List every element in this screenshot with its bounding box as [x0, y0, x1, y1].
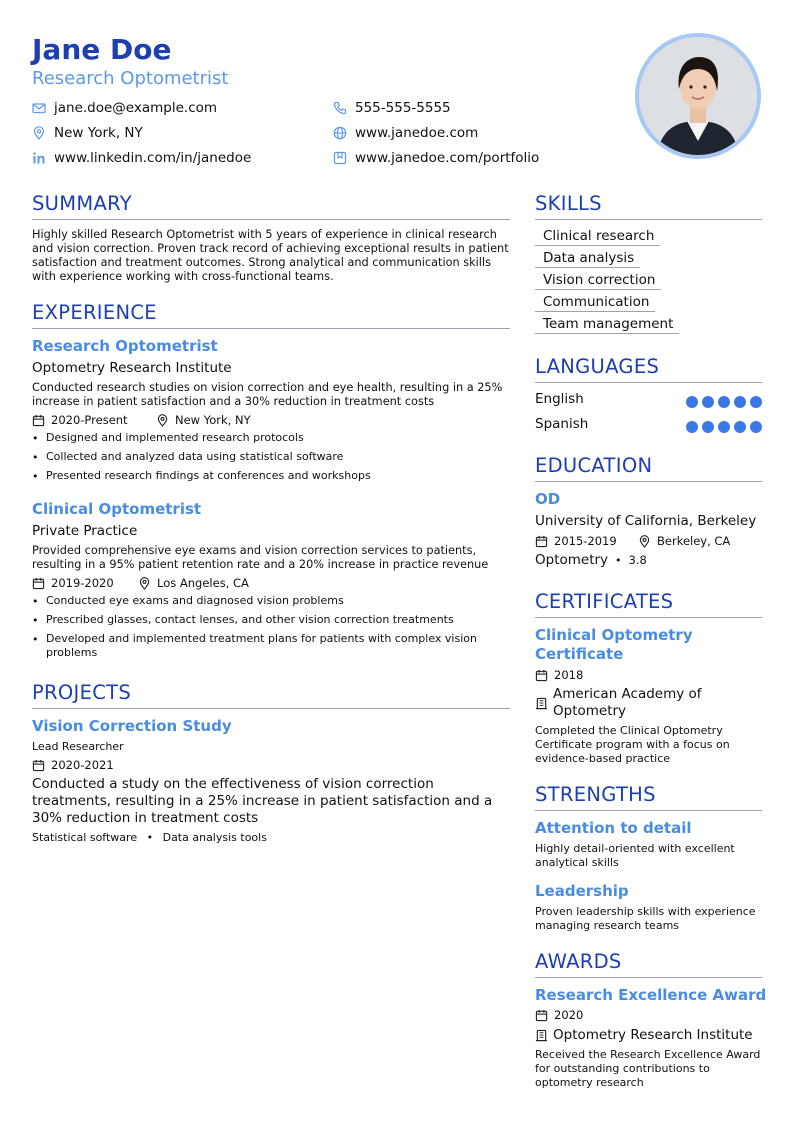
- job-dates-text: 2020-Present: [51, 413, 128, 427]
- education-rule: [535, 481, 762, 482]
- education-heading: EDUCATION: [535, 454, 653, 477]
- education-field-gpa: [535, 552, 647, 568]
- proficiency-dot: [702, 396, 714, 408]
- language-level: [686, 421, 762, 433]
- proficiency-dot: [718, 421, 730, 433]
- skills-heading: SKILLS: [535, 192, 602, 215]
- skill-tag: Team management: [535, 316, 679, 334]
- project-dates: [32, 758, 114, 772]
- proficiency-dot: [702, 421, 714, 433]
- skill-tag: Data analysis: [535, 250, 640, 268]
- job-description: Provided comprehensive eye exams and vision correction services to patients, resulting in a 95% patient retention rate and a 20% increase in practice revenue: [32, 544, 489, 571]
- award-year: [535, 1008, 583, 1022]
- linkedin-icon: [32, 151, 46, 165]
- job-title: Clinical Optometrist: [32, 500, 202, 518]
- job-company: Optometry Research Institute: [32, 360, 232, 376]
- education-location-text: Berkeley, CA: [657, 534, 731, 548]
- certificate-year-text: 2018: [554, 668, 584, 682]
- languages-heading: LANGUAGES: [535, 355, 660, 378]
- candidate-title: Research Optometrist: [32, 68, 229, 89]
- language-level: [686, 396, 762, 408]
- skill-tag: Vision correction: [535, 272, 661, 290]
- project-tools: [32, 831, 267, 845]
- job-bullet: • Developed and implemented treatment plans for patients with complex vision problems: [46, 632, 510, 660]
- award-issuer-text: Optometry Research Institute: [553, 1027, 753, 1043]
- job-location-text: Los Angeles, CA: [157, 576, 249, 590]
- location-icon: [156, 414, 169, 427]
- projects-heading: PROJECTS: [32, 681, 132, 704]
- job-bullet: • Conducted eye exams and diagnosed vision problems: [46, 594, 344, 608]
- job-bullet: • Collected and analyzed data using statistical software: [46, 450, 343, 464]
- location-icon: [138, 577, 151, 590]
- contact-linkedin[interactable]: [32, 150, 251, 166]
- location-text: New York, NY: [54, 125, 143, 141]
- portfolio-icon: [333, 151, 347, 165]
- job-dates: [32, 413, 128, 427]
- project-tool: Statistical software: [32, 831, 138, 844]
- proficiency-dot: [718, 396, 730, 408]
- proficiency-dot: [686, 396, 698, 408]
- candidate-name: Jane Doe: [32, 33, 172, 66]
- building-icon: [535, 697, 548, 710]
- education-school: University of California, Berkeley: [535, 513, 757, 529]
- proficiency-dot: [734, 396, 746, 408]
- award-issuer: [535, 1027, 753, 1043]
- awards-rule: [535, 977, 762, 978]
- job-company: Private Practice: [32, 523, 138, 539]
- certificate-issuer: [535, 686, 723, 720]
- calendar-icon: [32, 414, 45, 427]
- education-gpa: 3.8: [628, 553, 647, 567]
- certificate-description: Completed the Clinical Optometry Certificate program with a focus on evidence-based practice: [535, 724, 730, 765]
- contact-portfolio[interactable]: [333, 150, 539, 166]
- proficiency-dot: [750, 396, 762, 408]
- job-dates-text: 2019-2020: [51, 576, 114, 590]
- linkedin-text[interactable]: www.linkedin.com/in/janedoe: [54, 150, 252, 166]
- project-title: Vision Correction Study: [32, 717, 232, 735]
- job-dates: [32, 576, 114, 590]
- skills-rule: [535, 219, 762, 220]
- summary-heading: SUMMARY: [32, 192, 132, 215]
- education-degree: OD: [535, 490, 561, 508]
- phone-text[interactable]: 555-555-5555: [355, 100, 451, 116]
- project-role: Lead Researcher: [32, 740, 124, 753]
- globe-icon: [333, 126, 347, 140]
- calendar-icon: [32, 759, 45, 772]
- job-description: Conducted research studies on vision correction and eye health, resulting in a 25% increase in patient satisfaction and a 30% reduction in treatment costs: [32, 381, 503, 408]
- calendar-icon: [535, 535, 548, 548]
- job-location: [156, 413, 251, 427]
- projects-rule: [32, 708, 510, 709]
- award-description: Received the Research Excellence Award for outstanding contributions to optometry research: [535, 1048, 761, 1089]
- profile-photo: [635, 33, 761, 159]
- project-description: Conducted a study on the effectiveness of vision correction treatments, resulting in a 25% increase in patient satisfaction and a 30% reduction in treatment costs: [32, 776, 493, 826]
- certificates-heading: CERTIFICATES: [535, 590, 674, 613]
- skill-tag: Communication: [535, 294, 655, 312]
- calendar-icon: [535, 669, 548, 682]
- email-text[interactable]: jane.doe@example.com: [54, 100, 218, 116]
- portfolio-text[interactable]: www.janedoe.com/portfolio: [355, 150, 540, 166]
- proficiency-dot: [750, 421, 762, 433]
- phone-icon: [333, 101, 347, 115]
- project-dates-text: 2020-2021: [51, 758, 114, 772]
- location-icon: [32, 126, 46, 140]
- language-name: Spanish: [535, 416, 589, 432]
- calendar-icon: [535, 1009, 548, 1022]
- project-tool: Data analysis tools: [162, 831, 267, 844]
- strengths-rule: [535, 810, 762, 811]
- strength-title: Attention to detail: [535, 819, 692, 837]
- gpa-separator: •: [615, 554, 622, 567]
- job-bullet: • Presented research findings at conferences and workshops: [46, 469, 371, 483]
- calendar-icon: [32, 577, 45, 590]
- award-title: Research Excellence Award: [535, 986, 767, 1004]
- strength-description: Highly detail-oriented with excellent analytical skills: [535, 842, 735, 869]
- experience-heading: EXPERIENCE: [32, 301, 157, 324]
- strengths-heading: STRENGTHS: [535, 783, 656, 806]
- contact-phone[interactable]: [333, 100, 451, 116]
- education-location: [638, 534, 730, 548]
- awards-heading: AWARDS: [535, 950, 622, 973]
- certificate-issuer-text: American Academy of Optometry: [553, 686, 702, 719]
- job-location: [138, 576, 249, 590]
- certificate-title: Clinical Optometry Certificate: [535, 626, 693, 663]
- award-year-text: 2020: [554, 1008, 584, 1022]
- proficiency-dot: [734, 421, 746, 433]
- contact-email[interactable]: [32, 100, 217, 116]
- job-title: Research Optometrist: [32, 337, 218, 355]
- contact-location: [32, 125, 143, 141]
- summary-rule: [32, 219, 510, 220]
- education-field: Optometry: [535, 552, 609, 568]
- building-icon: [535, 1029, 548, 1042]
- strength-title: Leadership: [535, 882, 629, 900]
- certificate-year: [535, 668, 583, 682]
- tool-separator: •: [146, 831, 154, 844]
- job-location-text: New York, NY: [175, 413, 251, 427]
- mail-icon: [32, 101, 46, 115]
- education-dates: [535, 534, 617, 548]
- strength-description: Proven leadership skills with experience managing research teams: [535, 905, 756, 932]
- summary-text: Highly skilled Research Optometrist with 5 years of experience in clinical research and vision correction. Proven track record of achieving exceptional results in patient satisfaction and treatment outcomes. Strong analytical and communication skills with experience working with cross-functional teams.: [32, 228, 509, 283]
- certificates-rule: [535, 617, 762, 618]
- experience-rule: [32, 328, 510, 329]
- website-text[interactable]: www.janedoe.com: [355, 125, 479, 141]
- proficiency-dot: [686, 421, 698, 433]
- language-name: English: [535, 391, 584, 407]
- job-bullet: • Designed and implemented research protocols: [46, 431, 304, 445]
- languages-rule: [535, 382, 762, 383]
- avatar-illustration: [639, 37, 757, 155]
- education-dates-text: 2015-2019: [554, 534, 617, 548]
- location-icon: [638, 535, 651, 548]
- contact-website[interactable]: [333, 125, 478, 141]
- job-bullet: • Prescribed glasses, contact lenses, and other vision correction treatments: [46, 613, 454, 627]
- skill-tag: Clinical research: [535, 228, 660, 246]
